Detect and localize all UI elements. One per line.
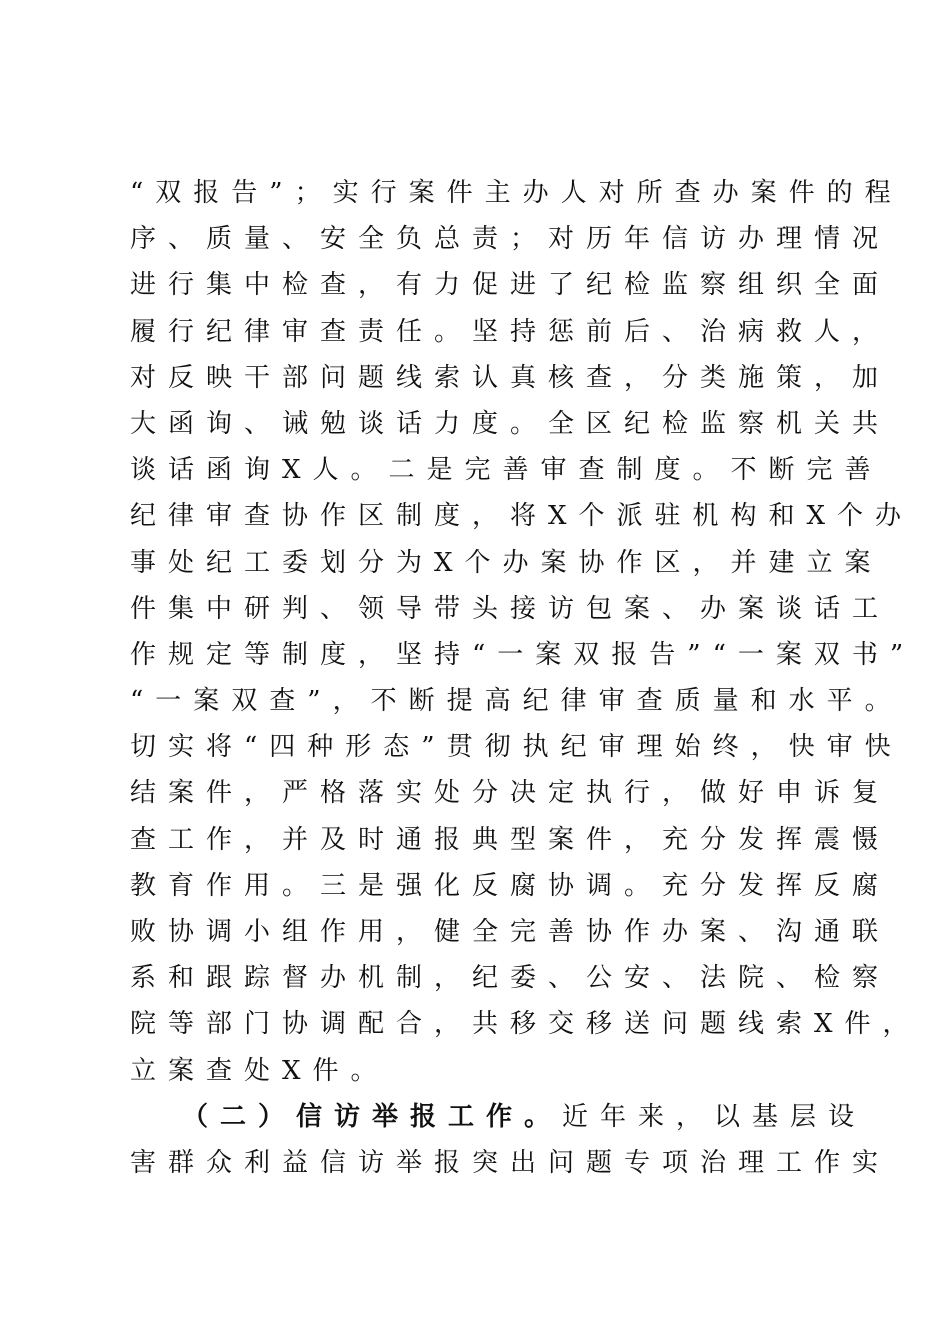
section-text: 近年来，以基层设 — [562, 1101, 867, 1132]
text-line: 序、质量、安全负总责；对历年信访办理情况 — [130, 224, 891, 255]
text-line: 切实将“四种形态”贯彻执纪审理始终，快审快 — [130, 732, 903, 763]
text-line: 履行纪律审查责任。坚持惩前后、治病救人， — [130, 316, 891, 347]
text-line: 纪律审查协作区制度，将X个派驻机构和X个办 — [130, 501, 914, 532]
text-line: 害群众利益信访举报突出问题专项治理工作实 — [130, 1147, 891, 1178]
text-line: 结案件，严格落实处分决定执行，做好申诉复 — [130, 778, 891, 809]
section-heading-line — [130, 1094, 867, 1140]
text-line: 作规定等制度，坚持“一案双报告”“一案双书” — [130, 639, 916, 670]
section-heading: （二）信访举报工作。 — [182, 1101, 563, 1132]
text-line: 院等部门协调配合，共移交移送问题线索X件， — [130, 1009, 921, 1040]
text-line: 败协调小组作用，健全完善协作办案、沟通联 — [130, 917, 891, 947]
text-line: 件集中研判、领导带头接访包案、办案谈话工 — [130, 593, 891, 624]
text-line: 立案查处X件。 — [130, 1055, 389, 1086]
text-line: 谈话函询X人。二是完善审查制度。不断完善 — [130, 455, 883, 486]
text-line: “一案双查”，不断提高纪律审查质量和水平。 — [130, 686, 903, 717]
body-text — [130, 170, 921, 1186]
text-line: 系和跟踪督办机制，纪委、公安、法院、检察 — [130, 963, 891, 994]
text-line: 进行集中检查，有力促进了纪检监察组织全面 — [130, 270, 891, 301]
text-line: 大函询、诫勉谈话力度。全区纪检监察机关共 — [130, 408, 891, 439]
text-line: 事处纪工委划分为X个办案协作区，并建立案 — [130, 547, 883, 578]
text-line: 对反映干部问题线索认真核查，分类施策，加 — [130, 362, 891, 393]
text-line: 教育作用。三是强化反腐协调。充分发挥反腐 — [130, 870, 891, 901]
text-line: 查工作，并及时通报典型案件，充分发挥震慑 — [130, 824, 891, 855]
text-line: “双报告”；实行案件主办人对所查办案件的程 — [130, 178, 903, 208]
